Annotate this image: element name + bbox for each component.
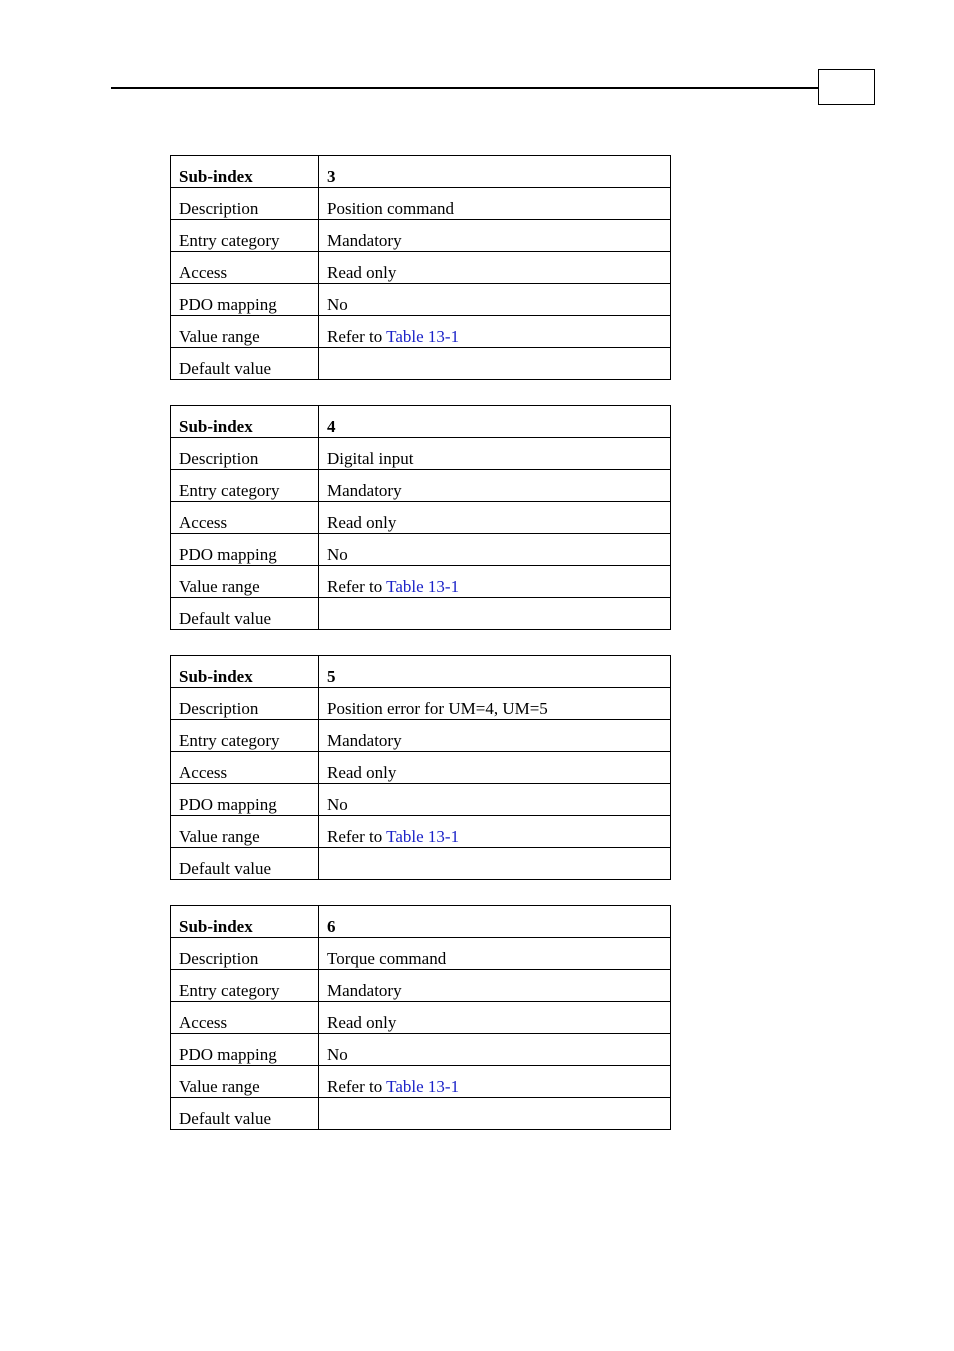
sub-index-label: Sub-index [171,906,319,938]
table-row [171,438,671,470]
default-value-value [319,1098,671,1130]
access-value: Read only [319,1002,671,1034]
access-label: Access [171,752,319,784]
sub-index-label: Sub-index [171,656,319,688]
sub-index-table-5 [170,655,671,880]
table-row [171,1034,671,1066]
sub-index-table-3 [170,155,671,380]
table-row [171,316,671,348]
value-range-value [319,566,671,598]
access-value: Read only [319,252,671,284]
description-value: Position command [319,188,671,220]
sub-index-table-4 [170,405,671,630]
table-row [171,784,671,816]
table-reference-link[interactable]: Table 13-1 [386,577,460,596]
description-value: Position error for UM=4, UM=5 [319,688,671,720]
pdo-mapping-label: PDO mapping [171,534,319,566]
value-range-label: Value range [171,816,319,848]
default-value-value [319,598,671,630]
description-value: Torque command [319,938,671,970]
access-label: Access [171,502,319,534]
access-label: Access [171,1002,319,1034]
table-row [171,252,671,284]
table-row [171,348,671,380]
entry-category-label: Entry category [171,970,319,1002]
sub-index-label: Sub-index [171,156,319,188]
description-label: Description [171,688,319,720]
pdo-mapping-value: No [319,284,671,316]
value-range-label: Value range [171,566,319,598]
table-row [171,752,671,784]
pdo-mapping-label: PDO mapping [171,1034,319,1066]
access-value: Read only [319,752,671,784]
table-row [171,406,671,438]
header-rule [111,87,819,89]
default-value-value [319,348,671,380]
pdo-mapping-value: No [319,784,671,816]
pdo-mapping-value: No [319,1034,671,1066]
description-label: Description [171,188,319,220]
table-row [171,848,671,880]
entry-category-label: Entry category [171,470,319,502]
access-value: Read only [319,502,671,534]
sub-index-table-6 [170,905,671,1130]
value-range-label: Value range [171,1066,319,1098]
page-number-box [818,69,875,105]
entry-category-label: Entry category [171,220,319,252]
table-row [171,1002,671,1034]
default-value-label: Default value [171,598,319,630]
entry-category-value: Mandatory [319,220,671,252]
table-row [171,566,671,598]
value-range-value [319,816,671,848]
default-value-label: Default value [171,1098,319,1130]
default-value-label: Default value [171,348,319,380]
table-row [171,656,671,688]
value-range-prefix: Refer to [327,577,387,596]
default-value-label: Default value [171,848,319,880]
table-row [171,502,671,534]
table-reference-link[interactable]: Table 13-1 [386,827,460,846]
table-row [171,188,671,220]
value-range-prefix: Refer to [327,827,387,846]
table-row [171,470,671,502]
table-row [171,906,671,938]
description-label: Description [171,438,319,470]
sub-index-value: 5 [319,656,671,688]
pdo-mapping-value: No [319,534,671,566]
entry-category-label: Entry category [171,720,319,752]
table-row [171,284,671,316]
sub-index-label: Sub-index [171,406,319,438]
entry-category-value: Mandatory [319,970,671,1002]
value-range-value [319,316,671,348]
sub-index-value: 3 [319,156,671,188]
table-row [171,816,671,848]
table-row [171,534,671,566]
pdo-mapping-label: PDO mapping [171,784,319,816]
description-label: Description [171,938,319,970]
table-row [171,970,671,1002]
sub-index-value: 4 [319,406,671,438]
table-reference-link[interactable]: Table 13-1 [386,327,460,346]
value-range-prefix: Refer to [327,1077,387,1096]
table-row [171,1098,671,1130]
table-row [171,938,671,970]
value-range-prefix: Refer to [327,327,387,346]
entry-category-value: Mandatory [319,720,671,752]
entry-category-value: Mandatory [319,470,671,502]
access-label: Access [171,252,319,284]
table-row [171,156,671,188]
sub-index-value: 6 [319,906,671,938]
description-value: Digital input [319,438,671,470]
table-row [171,688,671,720]
table-reference-link[interactable]: Table 13-1 [386,1077,460,1096]
table-row [171,720,671,752]
value-range-label: Value range [171,316,319,348]
table-row [171,1066,671,1098]
table-row [171,220,671,252]
default-value-value [319,848,671,880]
table-row [171,598,671,630]
pdo-mapping-label: PDO mapping [171,284,319,316]
value-range-value [319,1066,671,1098]
